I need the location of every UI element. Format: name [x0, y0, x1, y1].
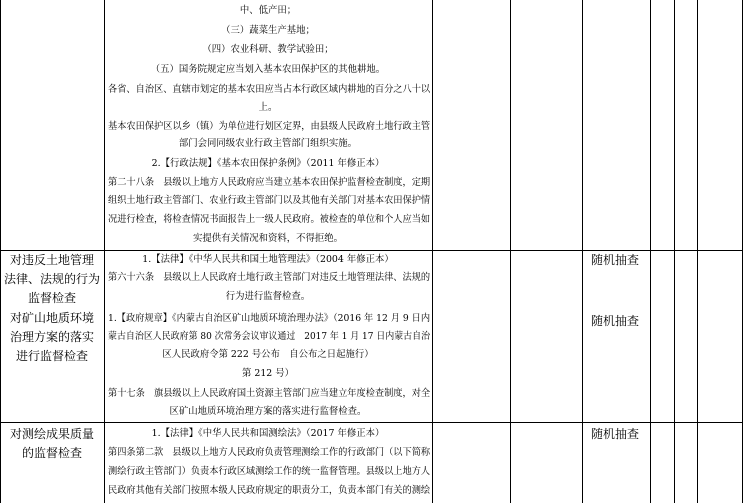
legal-text-line: 部门会同同级农业行政主管部门组织实施。 [178, 138, 358, 149]
legal-text-line: 各省、自治区、直辖市划定的基本农田应当占本行政区域内耕地的百分之八十以 [108, 84, 431, 95]
grid-line [582, 0, 583, 503]
inspection-item-line: 监督检查 [27, 291, 76, 305]
legal-text-line: 行为进行监督检查。 [225, 291, 311, 302]
legal-text-line: 1.【政府规章】《内蒙古自治区矿山地质环境治理办法》（2016 年 12 月 9 日内 [108, 313, 431, 324]
inspection-item-line: 的监督检查 [21, 446, 82, 460]
grid-line [697, 0, 698, 503]
legal-text-line: 1.【法律】《中华人民共和国测绘法》（2017 年修正本） [151, 428, 385, 439]
legal-text-line: （四）农业科研、教学试验田； [202, 44, 334, 55]
inspection-item-line: 对矿山地质环境 [9, 311, 94, 325]
legal-text-line: 第二十八条 县级以上地方人民政府应当建立基本农田保护监督检查制度，定期 [108, 177, 431, 188]
legal-text-line: 况进行检查，将检查情况书面报告上一级人民政府。被检查的单位和个人应当如 [108, 214, 431, 225]
legal-text-line: 区人民政府令第 222 号公布 自公布之日起施行） [162, 349, 374, 360]
legal-text-line: 测绘行政主管部门）负责本行政区域测绘工作的统一监督管理。县级以上地方人 [108, 466, 431, 477]
inspection-method: 随机抽查 [591, 253, 640, 267]
legal-text-line: 实提供有关情况和资料，不得拒绝。 [192, 233, 343, 244]
legal-text-line: 第四条第二款 县级以上地方人民政府负责管理测绘工作的行政部门（以下简称 [108, 447, 431, 458]
inspection-item-line: 对测绘成果质量 [9, 427, 94, 441]
legal-text-line: 2.【行政法规】《基本农田保护条例》（2011 年修正本） [151, 158, 385, 169]
inspection-item-line: 治理方案的落实 [9, 330, 94, 344]
inspection-item-line: 进行监督检查 [15, 349, 88, 363]
legal-text-line: 基本农田保护区以乡（镇）为单位进行划区定界，由县级人民政府土地行政主管 [108, 121, 431, 132]
grid-line [104, 0, 105, 503]
inspection-method: 随机抽查 [591, 314, 640, 328]
legal-text-line: 第十七条 旗县级以上人民政府国土资源主管部门应当建立年度检查制度，对全 [108, 388, 431, 399]
legal-text-line: 民政府其他有关部门按照本级人民政府规定的职责分工，负责本部门有关的测绘 [108, 485, 431, 496]
inspection-method: 随机抽查 [591, 427, 640, 441]
legal-text-line: 第六十六条 县级以上人民政府土地行政主管部门对违反土地管理法律、法规的 [108, 272, 431, 283]
legal-text-line: 组织土地行政主管部门、农业行政主管部门以及其他有关部门对基本农田保护情 [108, 195, 431, 206]
grid-line [432, 0, 433, 503]
legal-text-line: （五）国务院规定应当划入基本农田保护区的其他耕地。 [150, 64, 386, 75]
legal-text-line: （三）蔬菜生产基地； [221, 25, 315, 36]
inspection-item-line: 法律、法规的行为 [3, 272, 100, 286]
legal-text-line: 区矿山地质环境治理方案的落实进行监督检查。 [169, 406, 367, 417]
legal-text-line: 蒙古自治区人民政府第 80 次常务会议审议通过 2017 年 1 月 17 日内蒙古自治 [108, 331, 431, 342]
grid-line [510, 0, 511, 503]
legal-text-line: 第 212 号） [242, 368, 294, 379]
legal-text-line: 中、低产田； [239, 5, 297, 16]
legal-text-line: 上。 [258, 102, 278, 113]
grid-line [674, 0, 675, 503]
row-divider [0, 422, 743, 423]
grid-line [650, 0, 651, 503]
row-divider [0, 250, 743, 251]
legal-text-line: 1.【法律】《中华人民共和国土地管理法》（2004 年修正本） [142, 254, 394, 265]
inspection-item-line: 对违反土地管理 [9, 253, 94, 267]
